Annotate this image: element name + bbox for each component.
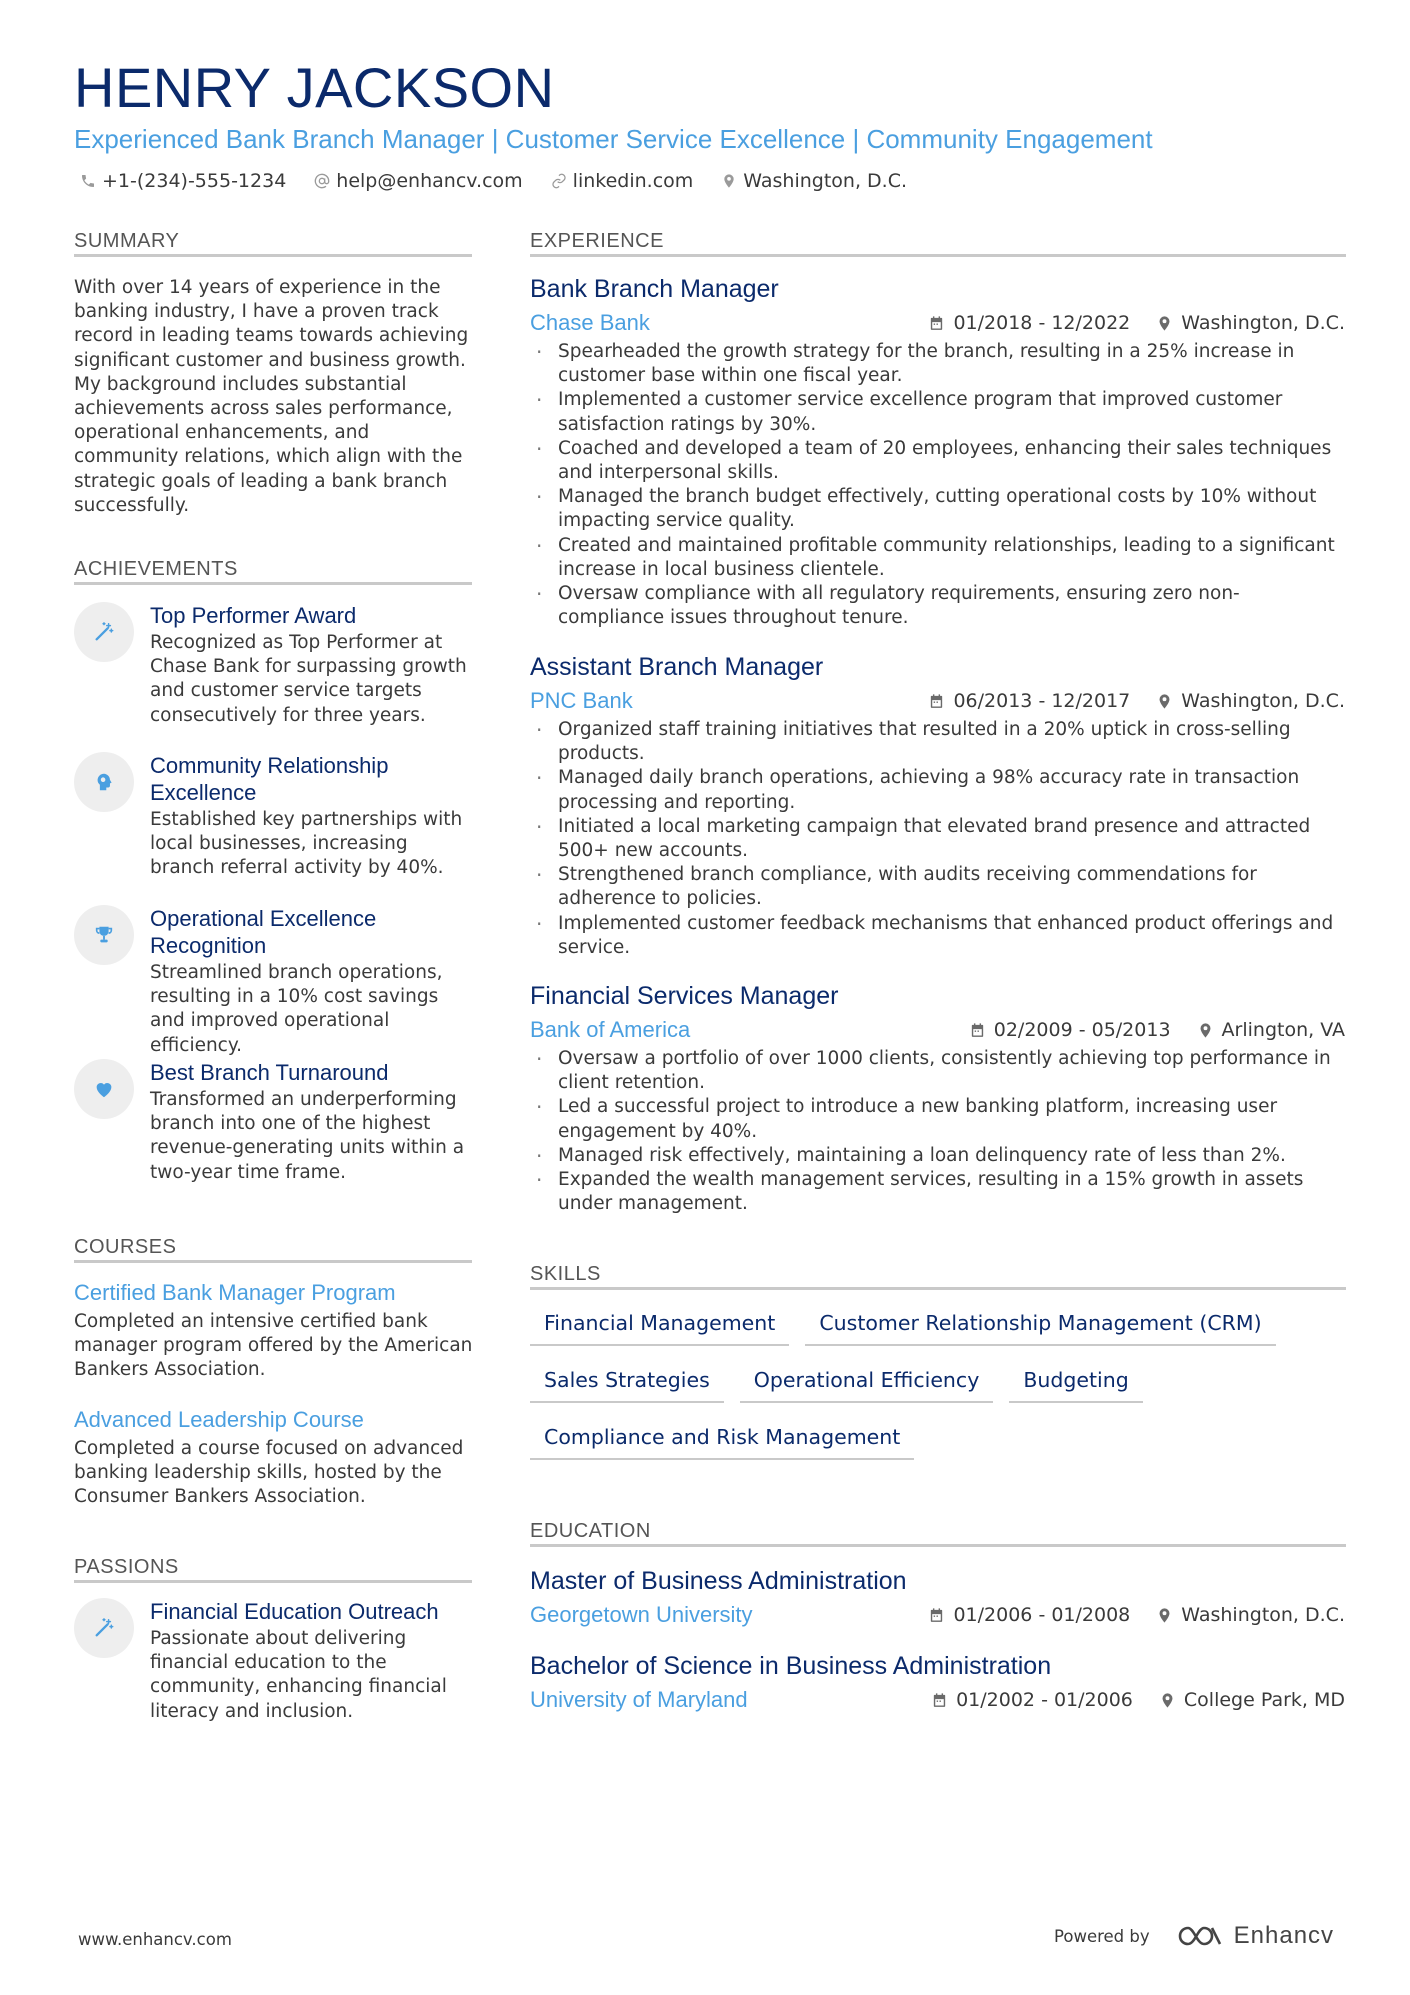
- job-title: Financial Services Manager: [530, 982, 839, 1010]
- achievement-desc: Streamlined branch operations, resulting in a 10% cost savings and improved operational efficiency.: [150, 962, 443, 1056]
- location-pin-icon: [1159, 1692, 1176, 1709]
- job-bullet: · Managed the branch budget effectively, cutting operational costs by 10% without impacting service quality.: [530, 485, 1345, 533]
- experience-item: [530, 981, 1345, 1216]
- school-name: University of Maryland: [530, 1687, 748, 1712]
- course-title: Certified Bank Manager Program: [74, 1280, 396, 1305]
- location-pin-icon: [1156, 315, 1173, 332]
- enhancv-logo[interactable]: [1176, 1922, 1334, 1950]
- job-bullet: · Created and maintained profitable community relationships, leading to a significant increase in local business clientele.: [530, 534, 1345, 582]
- at-sign-icon: [314, 173, 330, 189]
- education-item: [530, 1566, 1345, 1630]
- job-bullet: · Managed daily branch operations, achieving a 98% accuracy rate in transaction processing and reporting.: [530, 766, 1345, 814]
- trophy-icon: [93, 924, 115, 946]
- courses-heading: COURSES: [74, 1236, 177, 1258]
- contact-email[interactable]: [314, 170, 522, 192]
- passion-desc: Passionate about delivering financial education to the community, enhancing financial literacy and inclusion.: [150, 1628, 447, 1722]
- location-pin-icon: [1197, 1022, 1214, 1039]
- achievement-desc: Recognized as Top Performer at Chase Bank for surpassing growth and customer service targets consecutively for three years.: [150, 632, 467, 726]
- footer-website[interactable]: www.enhancv.com: [78, 1930, 232, 1949]
- skill-tag: Operational Efficiency: [740, 1363, 994, 1403]
- link-icon: [551, 173, 567, 189]
- education-divider: [530, 1544, 1346, 1547]
- achievement-icon-badge: [74, 905, 134, 965]
- footer-branding: [1054, 1922, 1334, 1950]
- achievement-title: Operational Excellence Recognition: [150, 906, 377, 958]
- calendar-icon: [969, 1022, 986, 1039]
- contact-bar: [80, 170, 935, 192]
- course-title: Advanced Leadership Course: [74, 1407, 364, 1432]
- courses-divider: [74, 1260, 472, 1263]
- passion-title: Financial Education Outreach: [150, 1599, 439, 1624]
- powered-by-label: Powered by: [1054, 1926, 1150, 1946]
- education-item: [530, 1651, 1345, 1715]
- summary-divider: [74, 254, 472, 257]
- job-bullet: · Strengthened branch compliance, with audits receiving commendations for adherence to policies.: [530, 863, 1345, 911]
- skills-divider: [530, 1287, 1346, 1290]
- summary-text: With over 14 years of experience in the banking industry, I have a proven track record in leading teams towards achieving significant customer and business growth. My background includes substantial achievements across sales performance, operational enhancements, and community relations, which align with the strategic goals of leading a bank branch successfully.: [74, 277, 469, 516]
- contact-location: [721, 170, 907, 192]
- job-title: Assistant Branch Manager: [530, 653, 824, 681]
- achievements-heading: ACHIEVEMENTS: [74, 558, 238, 580]
- job-bullets: [530, 718, 1345, 960]
- phone-icon: [80, 173, 96, 189]
- skill-tag: Budgeting: [1009, 1363, 1142, 1403]
- location-pin-icon: [721, 173, 737, 189]
- linkedin-text: linkedin.com: [572, 170, 694, 192]
- course-desc: Completed a course focused on advanced banking leadership skills, hosted by the Consumer Bankers Association.: [74, 1438, 464, 1508]
- job-dates: 01/2018 - 12/2022: [953, 312, 1131, 334]
- job-bullet: · Implemented customer feedback mechanisms that enhanced product offerings and service.: [530, 912, 1345, 960]
- calendar-icon: [928, 1607, 945, 1624]
- job-bullet: · Organized staff training initiatives that resulted in a 20% uptick in cross-selling products.: [530, 718, 1345, 766]
- achievement-desc: Transformed an underperforming branch into one of the highest revenue-generating units within a two-year time frame.: [150, 1089, 465, 1183]
- education-location: College Park, MD: [1183, 1689, 1345, 1711]
- contact-phone[interactable]: [80, 170, 286, 192]
- contact-linkedin[interactable]: [551, 170, 694, 192]
- achievement-desc: Established key partnerships with local businesses, increasing branch referral activity by 40%.: [150, 809, 463, 879]
- job-bullet: · Expanded the wealth management services, resulting in a 15% growth in assets under management.: [530, 1168, 1345, 1216]
- job-bullet: · Oversaw compliance with all regulatory requirements, ensuring zero non-compliance issues throughout tenure.: [530, 582, 1345, 630]
- calendar-icon: [931, 1692, 948, 1709]
- job-company: PNC Bank: [530, 688, 633, 713]
- skill-tag: Compliance and Risk Management: [530, 1420, 914, 1460]
- enhancv-logo-icon: [1176, 1923, 1224, 1949]
- passions-divider: [74, 1580, 472, 1583]
- degree-title: Bachelor of Science in Business Administration: [530, 1652, 1052, 1680]
- achievement-icon-badge: [74, 1059, 134, 1119]
- course-item: [74, 1279, 474, 1383]
- job-bullet: · Oversaw a portfolio of over 1000 clients, consistently achieving top performance in client retention.: [530, 1047, 1345, 1095]
- candidate-name: HENRY JACKSON: [74, 56, 555, 119]
- course-desc: Completed an intensive certified bank manager program offered by the American Bankers Association.: [74, 1311, 473, 1381]
- achievement-icon-badge: [74, 752, 134, 812]
- brand-name: Enhancv: [1233, 1922, 1335, 1949]
- skills-heading: SKILLS: [530, 1263, 601, 1285]
- education-dates: 01/2006 - 01/2008: [953, 1604, 1131, 1626]
- candidate-tagline: Experienced Bank Branch Manager | Customer Service Excellence | Community Engagement: [74, 124, 1153, 154]
- achievements-divider: [74, 582, 472, 585]
- achievement-icon-badge: [74, 602, 134, 662]
- calendar-icon: [928, 693, 945, 710]
- job-company: Chase Bank: [530, 310, 650, 335]
- skill-tag: Financial Management: [530, 1306, 789, 1346]
- skill-tag: Sales Strategies: [530, 1363, 724, 1403]
- experience-item: [530, 274, 1345, 630]
- job-bullet: · Implemented a customer service excellence program that improved customer satisfaction ratings by 30%.: [530, 388, 1345, 436]
- magic-wand-icon: [93, 1617, 115, 1639]
- job-bullets: [530, 340, 1345, 630]
- job-company: Bank of America: [530, 1017, 691, 1042]
- degree-title: Master of Business Administration: [530, 1567, 907, 1595]
- summary-heading: SUMMARY: [74, 230, 180, 252]
- achievement-title: Community Relationship Excellence: [150, 753, 389, 805]
- experience-divider: [530, 254, 1346, 257]
- job-bullet: · Coached and developed a team of 20 employees, enhancing their sales techniques and interpersonal skills.: [530, 437, 1345, 485]
- location-pin-icon: [1156, 1607, 1173, 1624]
- skills-list: [530, 1306, 1350, 1477]
- skill-tag: Customer Relationship Management (CRM): [805, 1306, 1275, 1346]
- email-text: help@enhancv.com: [336, 170, 523, 192]
- course-item: [74, 1406, 474, 1510]
- experience-item: [530, 652, 1345, 960]
- location-text: Washington, D.C.: [743, 170, 908, 192]
- heart-icon: [93, 1078, 115, 1100]
- calendar-icon: [928, 315, 945, 332]
- education-location: Washington, D.C.: [1181, 1604, 1345, 1626]
- education-heading: EDUCATION: [530, 1520, 651, 1542]
- job-bullet: · Spearheaded the growth strategy for the branch, resulting in a 25% increase in customer base within one fiscal year.: [530, 340, 1345, 388]
- job-bullet: · Led a successful project to introduce a new banking platform, increasing user engagement by 40%.: [530, 1095, 1345, 1143]
- location-pin-icon: [1156, 693, 1173, 710]
- passions-heading: PASSIONS: [74, 1556, 179, 1578]
- head-brain-icon: [93, 771, 115, 793]
- school-name: Georgetown University: [530, 1602, 753, 1627]
- achievement-title: Top Performer Award: [150, 603, 357, 628]
- job-bullet: · Managed risk effectively, maintaining a loan delinquency rate of less than 2%.: [530, 1144, 1345, 1168]
- job-bullet: · Initiated a local marketing campaign that elevated brand presence and attracted 500+ new accounts.: [530, 815, 1345, 863]
- job-dates: 02/2009 - 05/2013: [993, 1019, 1171, 1041]
- experience-heading: EXPERIENCE: [530, 230, 664, 252]
- phone-text: +1-(234)-555-1234: [102, 170, 287, 192]
- job-location: Washington, D.C.: [1181, 690, 1345, 712]
- job-dates: 06/2013 - 12/2017: [953, 690, 1131, 712]
- job-title: Bank Branch Manager: [530, 275, 779, 303]
- passion-icon-badge: [74, 1598, 134, 1658]
- achievement-title: Best Branch Turnaround: [150, 1060, 389, 1085]
- job-bullets: [530, 1047, 1345, 1216]
- job-location: Arlington, VA: [1221, 1019, 1345, 1041]
- magic-wand-icon: [93, 621, 115, 643]
- job-location: Washington, D.C.: [1181, 312, 1345, 334]
- education-dates: 01/2002 - 01/2006: [956, 1689, 1133, 1711]
